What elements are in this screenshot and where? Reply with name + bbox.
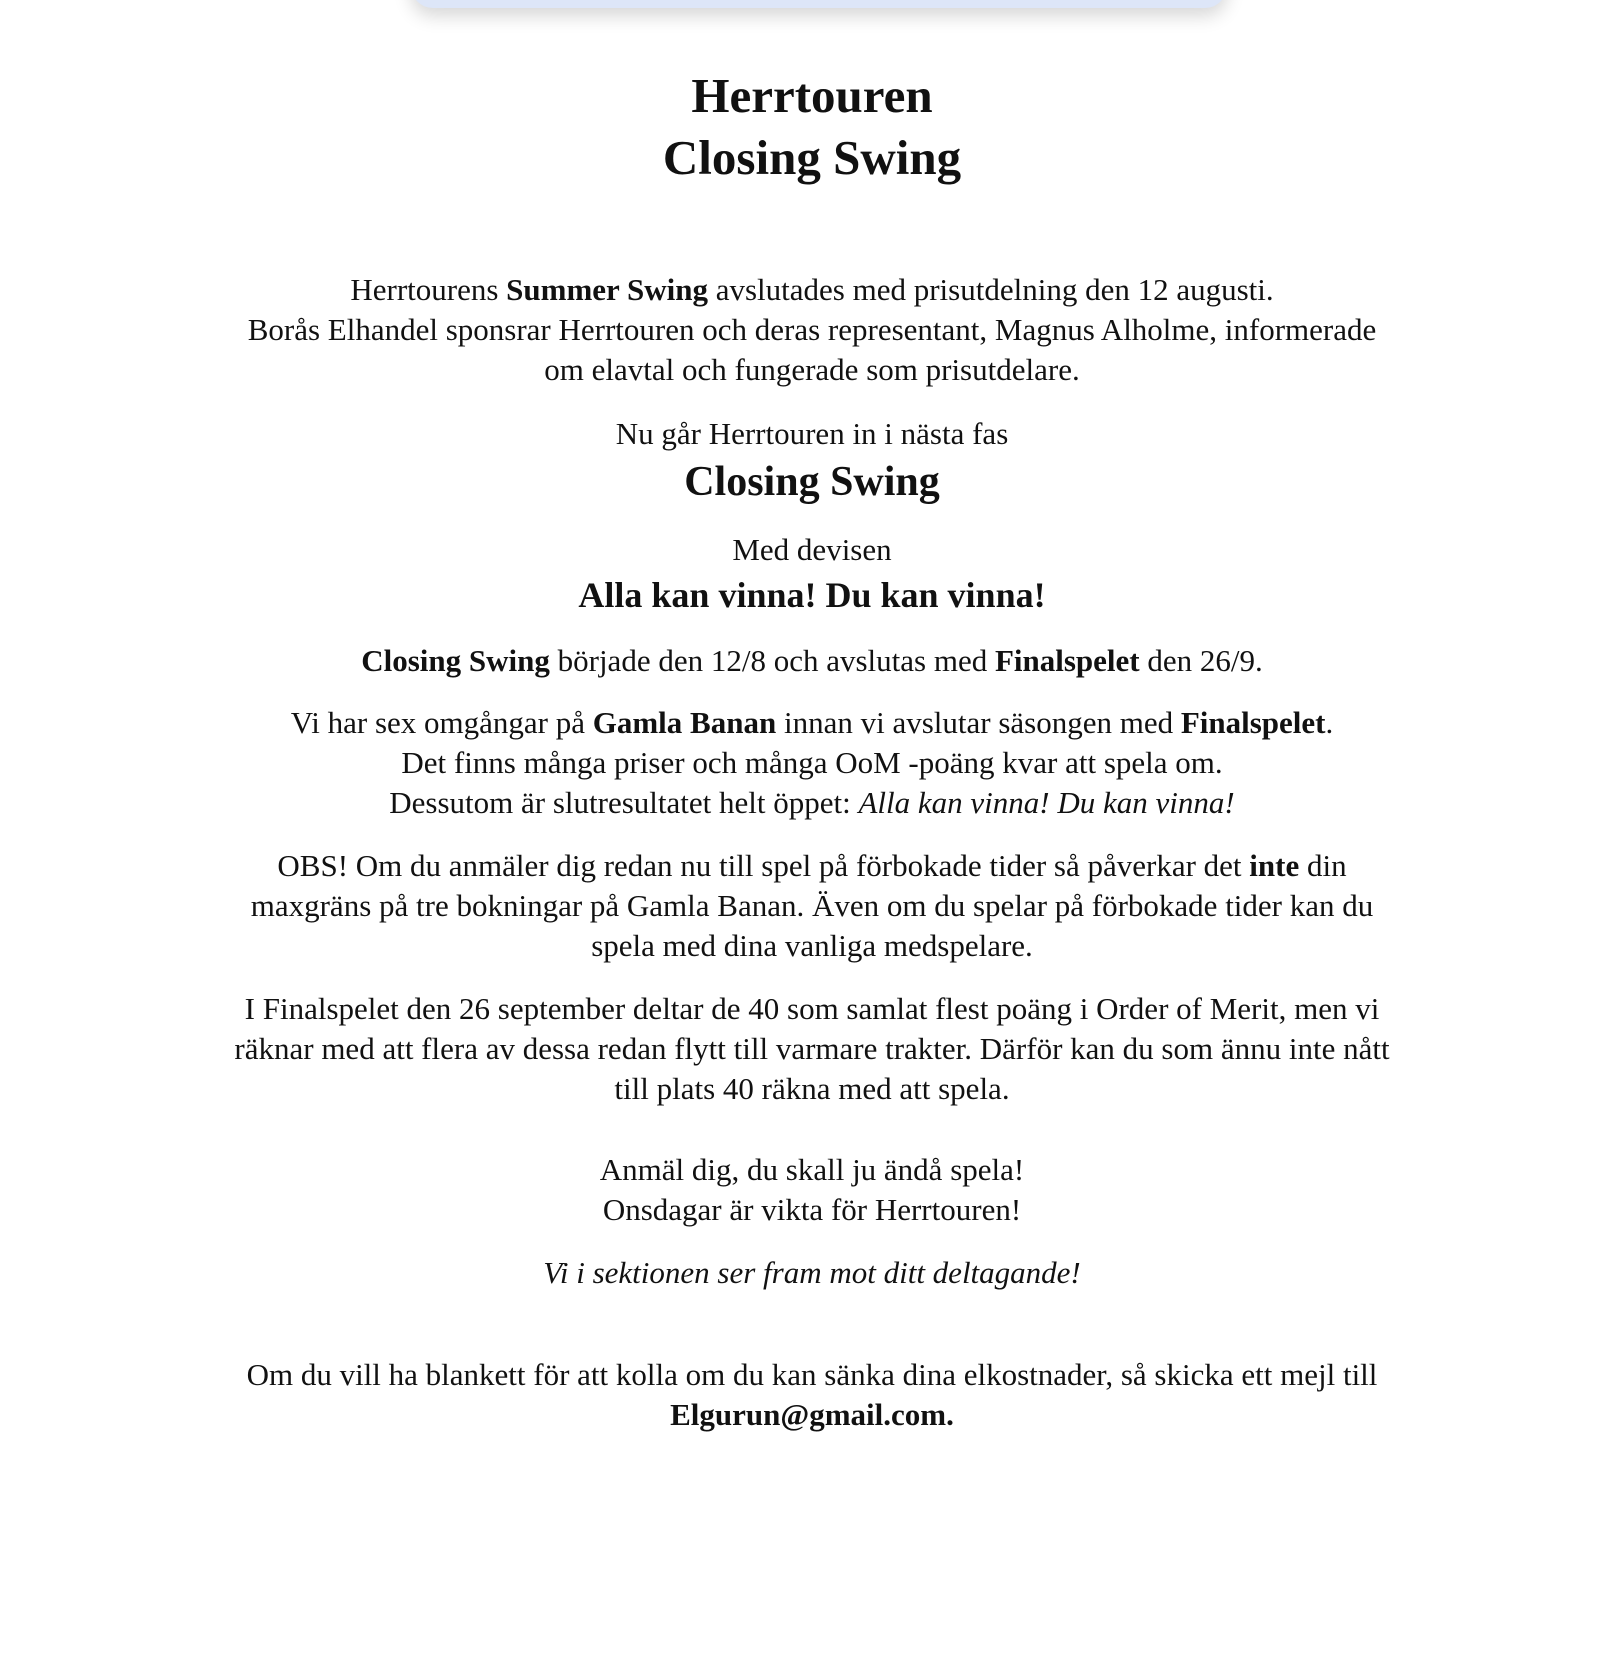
dates-line: Closing Swing började den 12/8 och avslutas med Finalspelet den 26/9. xyxy=(361,643,1263,678)
final-line-3: till plats 40 räkna med att spela. xyxy=(614,1071,1010,1106)
obs-line-3: spela med dina vanliga medspelare. xyxy=(591,928,1033,963)
top-card xyxy=(411,0,1227,8)
closing-note: Vi i sektionen ser fram mot ditt deltagande! xyxy=(543,1255,1081,1290)
phase-lead: Nu går Herrtouren in i nästa fas xyxy=(615,416,1009,451)
final-line-1: I Finalspelet den 26 september deltar de 40 som samlat flest poäng i Order of Merit, men vi xyxy=(244,991,1380,1026)
final-line-2: räknar med att flera av dessa redan flytt till varmare trakter. Därför kan du som ännu inte nått xyxy=(234,1031,1390,1066)
rounds-line-1: Vi har sex omgångar på Gamla Banan innan vi avslutar säsongen med Finalspelet. xyxy=(290,705,1334,740)
intro-line-1: Herrtourens Summer Swing avslutades med prisutdelning den 12 augusti. xyxy=(350,272,1274,307)
page-title-line-1: Herrtouren xyxy=(691,68,933,123)
intro-line-2: Borås Elhandel sponsrar Herrtouren och deras representant, Magnus Alholme, informerade xyxy=(247,312,1377,347)
rounds-line-3: Dessutom är slutresultatet helt öppet: Alla kan vinna! Du kan vinna! xyxy=(389,785,1235,820)
contact-line: Om du vill ha blankett för att kolla om du kan sänka dina elkostnader, så skicka ett mejl till xyxy=(246,1357,1378,1392)
rounds-line-2: Det finns många priser och många OoM -poäng kvar att spela om. xyxy=(401,745,1223,780)
page-title-line-2: Closing Swing xyxy=(662,130,962,185)
obs-line-2: maxgräns på tre bokningar på Gamla Banan. Även om du spelar på förbokade tider kan du xyxy=(250,888,1374,923)
phase-name: Closing Swing xyxy=(684,459,940,505)
signup-line-2: Onsdagar är vikta för Herrtouren! xyxy=(602,1192,1022,1227)
contact-email: Elgurun@gmail.com. xyxy=(670,1397,954,1432)
intro-line-3: om elavtal och fungerade som prisutdelare. xyxy=(544,352,1080,387)
signup-line-1: Anmäl dig, du skall ju ändå spela! xyxy=(599,1152,1025,1187)
motto-lead: Med devisen xyxy=(732,532,892,567)
motto-text: Alla kan vinna! Du kan vinna! xyxy=(578,575,1046,615)
obs-line-1: OBS! Om du anmäler dig redan nu till spel på förbokade tider så påverkar det inte din xyxy=(277,848,1347,883)
